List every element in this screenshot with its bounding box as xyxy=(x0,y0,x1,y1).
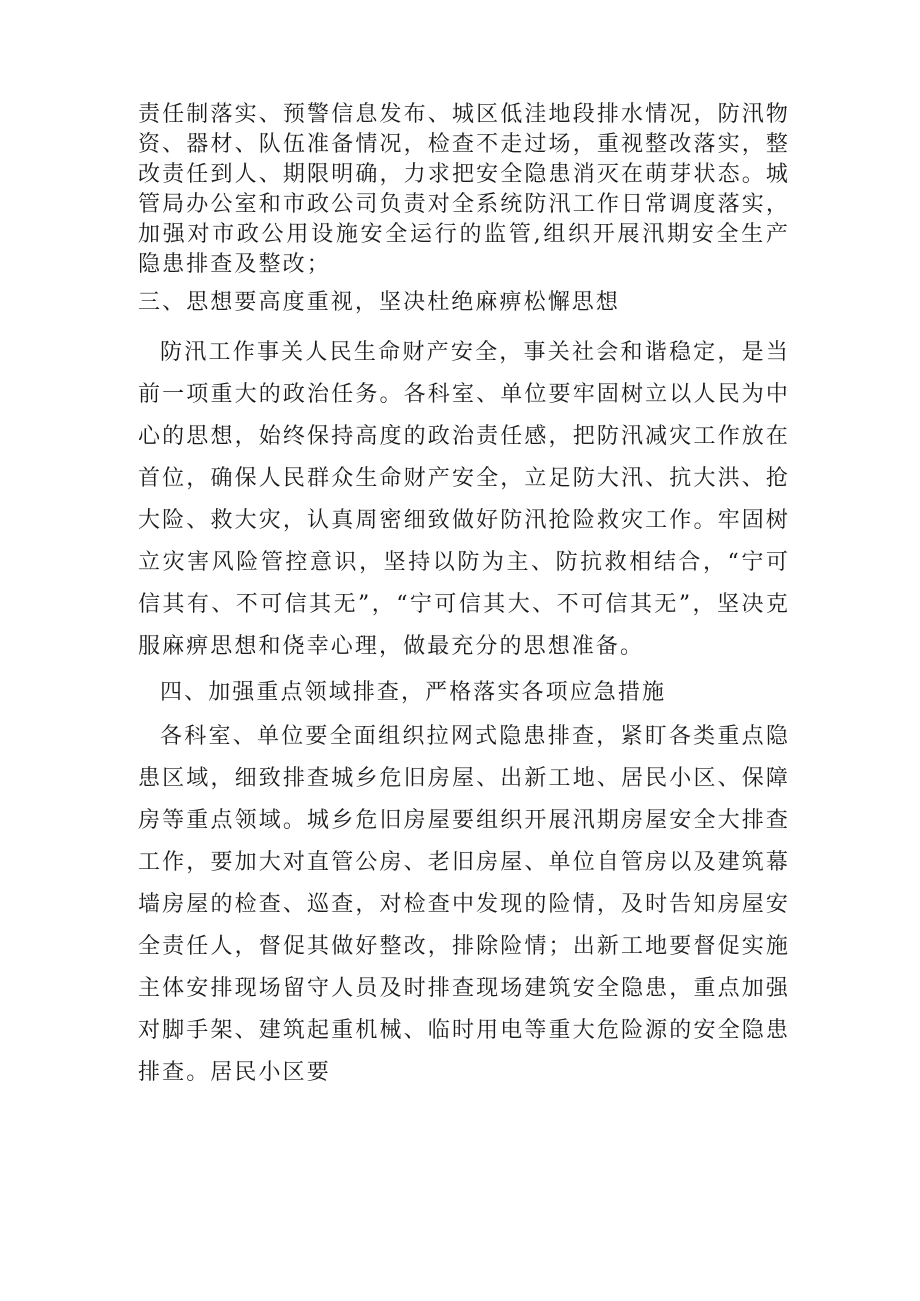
paragraph-section-3: 防汛工作事关人民生命财产安全，事关社会和谐稳定，是当前一项重大的政治任务。各科室、单位要牢固树立以人民为中心的思想，始终保持高度的政治责任感，把防汛减灾工作放在首位，确保人民群众生命财产安全，立足防大汛、抗大洪、抢大险、救大灾，认真周密细致做好防汛抢险救灾工作。牢固树立灾害风险管控意识，坚持以防为主、防抗救相结合，“宁可信其有、不可信其无”，“宁可信其大、不可信其无”，坚决克服麻痹思想和侥幸心理，做最充分的思想准备。 xyxy=(138,340,790,659)
paragraph-section-4: 各科室、单位要全面组织拉网式隐患排查，紧盯各类重点隐患区域，细致排查城乡危旧房屋、出新工地、居民小区、保障房等重点领域。城乡危旧房屋要组织开展汛期房屋安全大排查工作，要加大对直管公房、老旧房屋、单位自管房以及建筑幕墙房屋的检查、巡查，对检查中发现的险情，及时告知房屋安全责任人，督促其做好整改，排除险情；出新工地要督促实施主体安排现场留守人员及时排查现场建筑安全隐患，重点加强对脚手架、建筑起重机械、临时用电等重大危险源的安全隐患排查。居民小区要 xyxy=(138,724,790,1085)
paragraph-continued: 责任制落实、预警信息发布、城区低洼地段排水情况，防汛物资、器材、队伍准备情况，检查不走过场，重视整改落实，整改责任到人、期限明确，力求把安全隐患消灭在萌芽状态。城管局办公室和市政公司负责对全系统防汛工作日常调度落实，加强对市政公用设施安全运行的监管,组织开展汛期安全生产隐患排查及整改； xyxy=(138,102,790,277)
document-body xyxy=(138,100,790,1094)
section-heading-4: 四、加强重点领域排查，严格落实各项应急措施 xyxy=(160,680,667,705)
section-heading-3: 三、思想要高度重视，坚决杜绝麻痹松懈思想 xyxy=(138,290,621,315)
